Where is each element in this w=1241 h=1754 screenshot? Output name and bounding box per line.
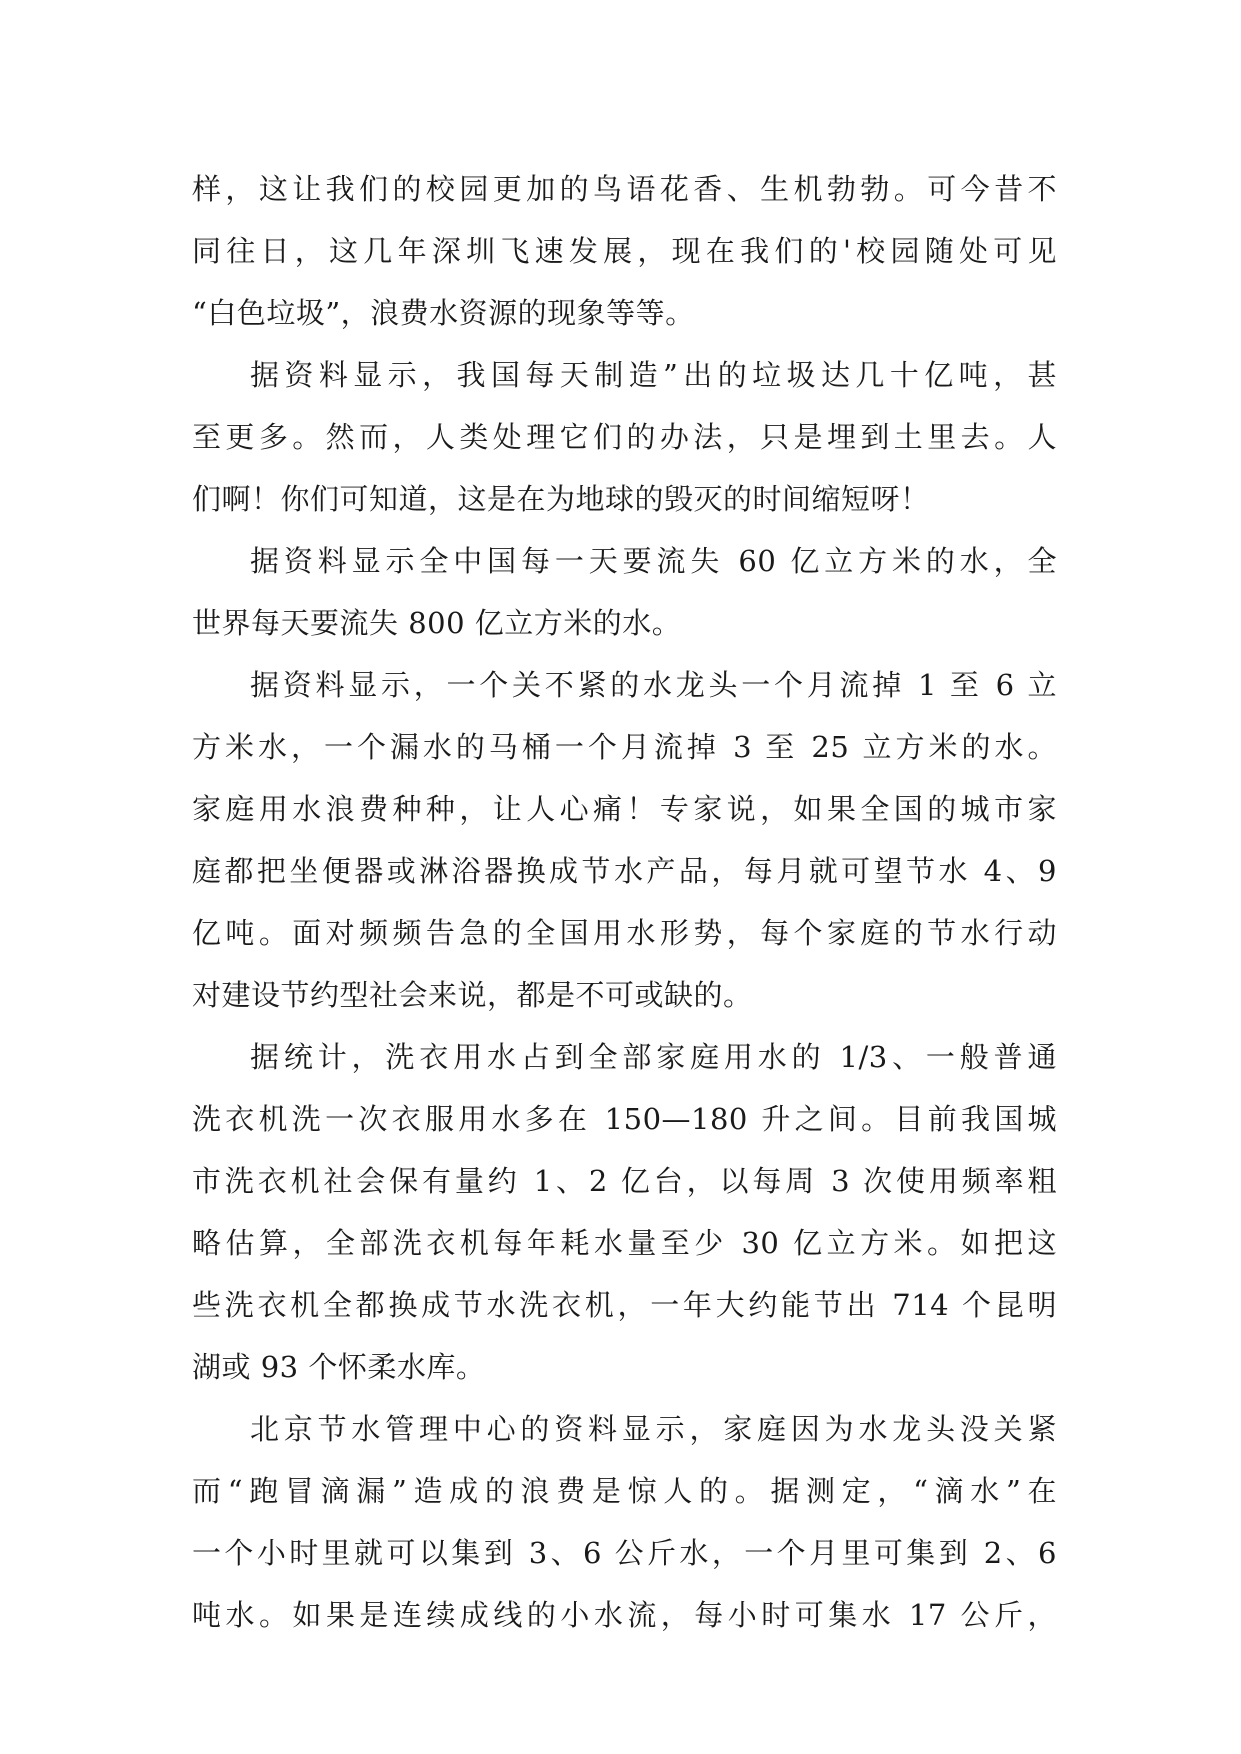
text-line: 庭都把坐便器或淋浴器换成节水产品，每月就可望节水 4、9 xyxy=(192,854,1057,888)
text-line: 对建设节约型社会来说，都是不可或缺的。 xyxy=(192,978,753,1012)
text-line: 一个小时里就可以集到 3、6 公斤水，一个月里可集到 2、6 xyxy=(192,1536,1057,1570)
text-line: 市洗衣机社会保有量约 1、2 亿台，以每周 3 次使用频率粗 xyxy=(192,1164,1057,1198)
text-line: 们啊！你们可知道，这是在为地球的毁灭的时间缩短呀！ xyxy=(192,482,930,516)
text-line: 据资料显示，一个关不紧的水龙头一个月流掉 1 至 6 立 xyxy=(250,668,1057,702)
text-line: 些洗衣机全都换成节水洗衣机，一年大约能节出 714 个昆明 xyxy=(192,1288,1057,1322)
text-line: 家庭用水浪费种种，让人心痛！专家说，如果全国的城市家 xyxy=(192,792,1057,826)
text-line: 同往日，这几年深圳飞速发展，现在我们的'校园随处可见 xyxy=(192,234,1057,268)
paragraph-5 xyxy=(192,1026,1057,1398)
text-line: 据统计，洗衣用水占到全部家庭用水的 1/3、一般普通 xyxy=(250,1040,1057,1074)
text-line: 略估算，全部洗衣机每年耗水量至少 30 亿立方米。如把这 xyxy=(192,1226,1057,1260)
document-body xyxy=(192,158,1057,1646)
paragraph-1 xyxy=(192,158,1057,344)
text-line: 世界每天要流失 800 亿立方米的水。 xyxy=(192,606,682,640)
text-line: 亿吨。面对频频告急的全国用水形势，每个家庭的节水行动 xyxy=(192,916,1057,950)
text-line: 据资料显示全中国每一天要流失 60 亿立方米的水，全 xyxy=(250,544,1057,578)
text-line: “白色垃圾”，浪费水资源的现象等等。 xyxy=(192,296,695,330)
text-line: 北京节水管理中心的资料显示，家庭因为水龙头没关紧 xyxy=(250,1412,1057,1446)
paragraph-3 xyxy=(192,530,1057,654)
text-line: 方米水，一个漏水的马桶一个月流掉 3 至 25 立方米的水。 xyxy=(192,730,1057,764)
text-line: 据资料显示，我国每天制造”出的垃圾达几十亿吨，甚 xyxy=(250,358,1057,392)
paragraph-6 xyxy=(192,1398,1057,1646)
text-line: 洗衣机洗一次衣服用水多在 150—180 升之间。目前我国城 xyxy=(192,1102,1057,1136)
text-line: 至更多。然而，人类处理它们的办法，只是埋到土里去。人 xyxy=(192,420,1057,454)
text-line: 吨水。如果是连续成线的小水流，每小时可集水 17 公斤， xyxy=(192,1598,1057,1632)
text-line: 湖或 93 个怀柔水库。 xyxy=(192,1350,486,1384)
text-line: 样，这让我们的校园更加的鸟语花香、生机勃勃。可今昔不 xyxy=(192,172,1057,206)
paragraph-4 xyxy=(192,654,1057,1026)
paragraph-2 xyxy=(192,344,1057,530)
text-line: 而“跑冒滴漏”造成的浪费是惊人的。据测定，“滴水”在 xyxy=(192,1474,1057,1508)
